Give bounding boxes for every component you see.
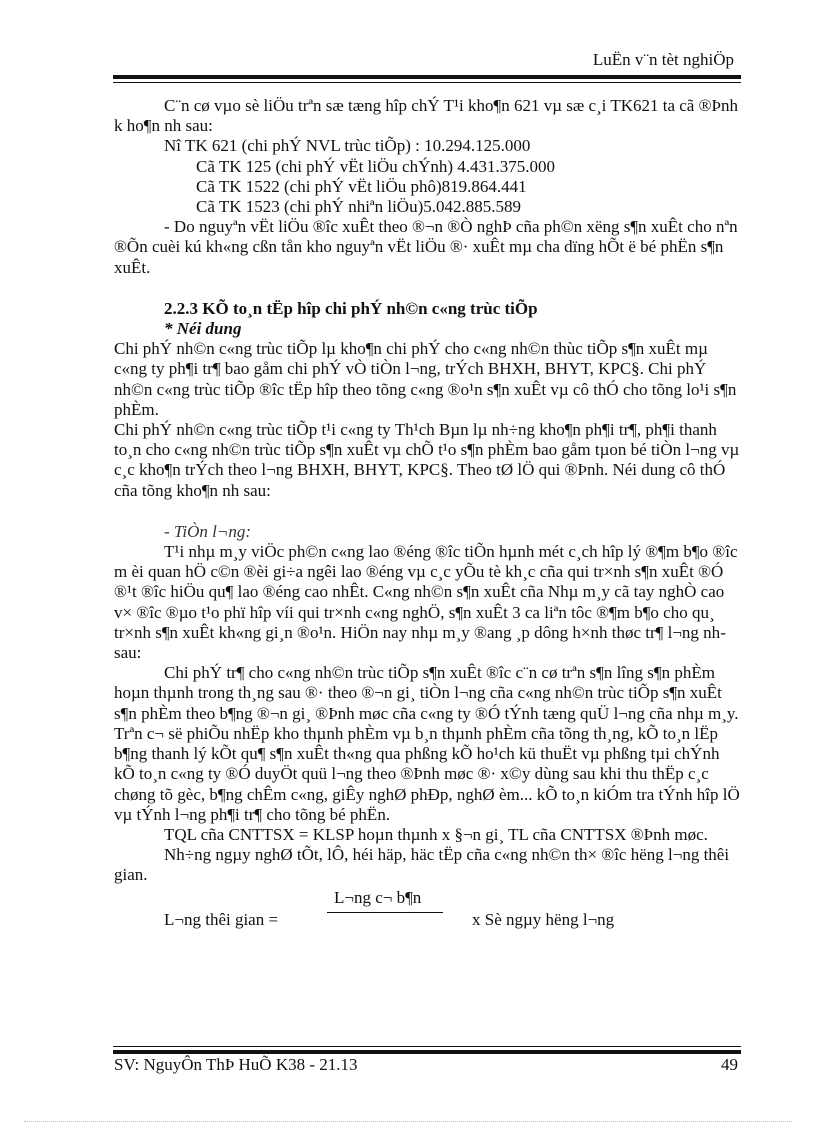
- formula-lhs: L¬ng thêi gian =: [164, 909, 279, 929]
- subsection-label: - TiÒn l¬ng:: [164, 521, 252, 541]
- paragraph: Chi phÝ tr¶ cho c«ng nh©n trùc tiÕp s¶n xuÊt ®îc c¨n cø trªn s¶n lîng s¶n phÈm hoµn thµnh trong th¸ng sau ®· theo ®¬n gi¸ tiÒn l¬ng cña c«ng nh©n trùc tiÕp s¶n xuÊt s¶n phÈm theo b¶ng ®¬n gi¸ ®Þnh møc cña c«ng ty ®Ó tÝnh tæng quÜ l¬ng cña nhµ m¸y. Trªn c¬ së phiÕu nhËp kho thµnh phÈm vµ b¸n thµnh phÈm cña tõng th¸ng, kÕ to¸n lËp b¶ng thanh lý kÕt qu¶ s¶n xuÊt th«ng qua phßng kÕ ho¹ch kü thuËt vµ phßng tµi chÝnh kÕ to¸n c«ng ty ®Ó duyÖt quü l¬ng theo ®Þnh møc ®· x©y dùng sau khi thu thËp c¸c chøng tõ gèc, b¶ng chÊm c«ng, giÊy nghØ phÐp, nghØ èm... kÕ to¸n kiÓm tra tÝnh hîp lÖ vµ tÝnh l¬ng ph¶i tr¶ cho tõng bé phËn.: [114, 663, 740, 824]
- document-body: [114, 96, 740, 932]
- paragraph: C¨n cø vµo sè liÖu trªn sæ tæng hîp chÝ T¹i kho¶n 621 vµ sæ c¸i TK621 ta cã ®Þnh k ho¶n nh sau:: [114, 96, 738, 136]
- journal-credit-line: Cã TK 1522 (chi phÝ vËt liÖu phô)819.864.441: [196, 176, 527, 196]
- page-number: 49: [721, 1055, 738, 1074]
- footer-rule-thick: [113, 1050, 741, 1054]
- fraction-bar: [327, 912, 443, 913]
- footer-author: SV: NguyÔn ThÞ HuÕ K38 - 21.13: [114, 1055, 358, 1074]
- salary-formula: [114, 888, 740, 932]
- paragraph: - Do nguyªn vËt liÖu ®îc xuÊt theo ®¬n ®Ò nghÞ cña ph©n xëng s¶n xuÊt cho nªn ®Õn cuèi kú kh«ng cßn tån kho nguyªn vËt liÖu ®· xuÊt mµ cha dïng hÕt ë bé phËn s¶n xuÊt.: [114, 217, 738, 277]
- section-heading: 2.2.3 KÕ to¸n tËp hîp chi phÝ nh©n c«ng trùc tiÕp: [164, 298, 538, 318]
- paragraph: TQL cña CNTTSX = KLSP hoµn thµnh x §¬n gi¸ TL cña CNTTSX ®Þnh møc.: [164, 824, 708, 844]
- paragraph: T¹i nhµ m¸y viÖc ph©n c«ng lao ®éng ®îc tiÕn hµnh mét c¸ch hîp lý ®¶m b¶o ®îc m èi quan hÖ c©n ®èi gi÷a ngêi lao ®éng vµ c¸c yÕu tè kh¸c cña qui tr×nh s¶n xuÊt ®Ó ®¹t ®îc hiÖu qu¶ lao ®éng cao nhÊt. C«ng nh©n s¶n xuÊt cña Nhµ m¸y cã tay nghÒ cao v× ®îc ®µo t¹o phï hîp víi qui tr×nh c«ng nghÖ, s¶n xuÊt 3 ca liªn tôc ®¶m b¶o cho qu¸ tr×nh s¶n xuÊt kh«ng gi¸n ®o¹n. HiÖn nay nhµ m¸y ®ang ¸p dông h×nh thøc tr¶ l¬ng nh sau:: [114, 542, 738, 663]
- formula-numerator: L¬ng c¬ b¶n: [334, 887, 422, 907]
- journal-credit-line: Cã TK 125 (chi phÝ vËt liÖu chÝnh) 4.431.375.000: [196, 156, 556, 176]
- header-rule-thin: [113, 82, 741, 83]
- paragraph: Chi phÝ nh©n c«ng trùc tiÕp lµ kho¶n chi phÝ cho c«ng nh©n thùc tiÕp s¶n xuÊt mµ c«ng ty ph¶i tr¶ bao gåm chi phÝ vÒ tiÒn l¬ng, trÝch BHXH, BHYT, KPC§. Chi phÝ nh©n c«ng trùc tiÕp ®îc tËp hîp theo tõng c«ng ®o¹n s¶n xuÊt vµ cô thÓ cho tõng lo¹i s¶n phÈm.: [114, 339, 737, 419]
- footer-rule-thin: [113, 1046, 741, 1047]
- subsection-heading: * Néi dung: [164, 319, 242, 339]
- header-title: LuËn v¨n tèt nghiÖp: [592, 50, 734, 69]
- header-rule-thick: [113, 75, 741, 79]
- paragraph: Chi phÝ nh©n c«ng trùc tiÕp t¹i c«ng ty Th¹ch Bµn lµ nh÷ng kho¶n ph¶i tr¶, ph¶i thanh to¸n cho c«ng nh©n trùc tiÕp s¶n xuÊt vµ chÕ t¹o s¶n phÈm bao gåm tµon bé tiÒn l¬ng vµ c¸c kho¶n trÝch theo l¬ng BHXH, BHYT, KPC§. Theo tØ lÖ qui ®Þnh. Néi dung cô thÓ cña tõng kho¶n nh sau:: [114, 420, 740, 500]
- journal-debit-line: Nî TK 621 (chi phÝ NVL trùc tiÕp) : 10.294.125.000: [164, 136, 531, 156]
- journal-credit-line: Cã TK 1523 (chi phÝ nhiªn liÖu)5.042.885.589: [196, 197, 521, 217]
- page-edge-divider: [24, 1121, 792, 1122]
- formula-rhs: x Sè ngµy hëng l¬ng: [472, 909, 615, 929]
- paragraph: Nh÷ng ngµy nghØ tÕt, lÔ, héi häp, häc tËp cña c«ng nh©n th× ®îc hëng l¬ng thêi gian.: [114, 845, 730, 885]
